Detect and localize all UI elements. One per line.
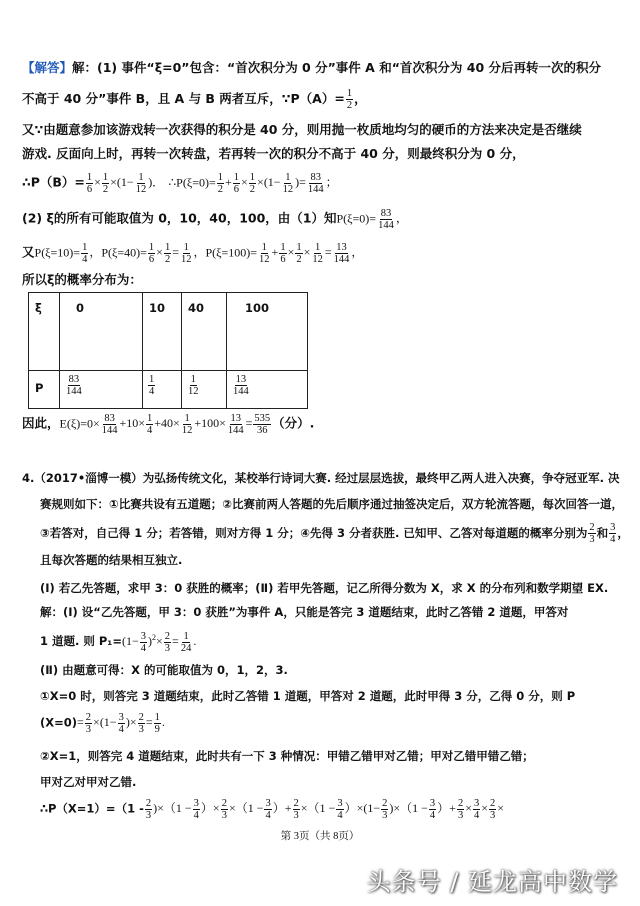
solution-line-5: ∴P（B）= $\frac{1}{6}$ × $\frac{1}{2}$ ×(1− $\frac{1}{12}$ )． ∴P(ξ=0)= $\frac{1}{2}$ + $\frac{1}{6}$ × $\frac{1}{2}$ ×(1− $\frac{1}{12}$ )= $\frac{83}{144}$ ； <box>22 172 338 195</box>
table-cell: $\frac{13}{144}$ <box>227 371 308 409</box>
solution-line-8: 所以ξ的概率分布为： <box>22 272 142 287</box>
question-4-line-12: 甲对乙对甲对乙错. <box>40 775 137 789</box>
table-cell: 0 <box>60 293 143 371</box>
table-row <box>29 293 308 371</box>
answer-tag: 【解答】 <box>22 60 73 75</box>
question-4-line-2: 赛规则如下：①比赛共设有五道题；②比赛前两人答题的先后顺序通过抽签决定后，双方轮流答题，每次回答一道， <box>40 497 623 511</box>
question-4-line-4: 且每次答题的结果相互独立. <box>40 553 183 567</box>
solution-expectation: 因此，E(ξ)=0× $\frac{83}{144}$ +10× $\frac{1}{4}$ +40× $\frac{1}{12}$ +100× $\frac{13}{144}$ = $\frac{535}{36}$ （分）. <box>22 413 315 436</box>
table-cell: 10 <box>143 293 182 371</box>
table-cell: $\frac{1}{4}$ <box>143 371 182 409</box>
table-cell: 100 <box>227 293 308 371</box>
question-4-line-9: ①X=0 时，则答完 3 道题结束，此时乙答错 1 道题，甲答对 2 道题，此时甲得 3 分，乙得 0 分，则 P <box>40 689 576 703</box>
question-4-line-6: 解：(Ⅰ) 设“乙先答题，甲 3：0 获胜”为事件 A，只能是答完 3 道题结束，此时乙答错 2 道题，甲答对 <box>40 605 569 619</box>
question-4-line-11: ②X=1，则答完 4 道题结束，此时共有一下 3 种情况：甲错乙错甲对乙错；甲对乙错甲错乙错； <box>40 749 534 763</box>
table-cell: P <box>29 371 60 409</box>
solution-line-7: 又P(ξ=10)= $\frac{1}{4}$ ，P(ξ=40)= $\frac{1}{6}$ × $\frac{1}{2}$ = $\frac{1}{12}$ ，P(ξ=100)= $\frac{1}{12}$ + $\frac{1}{6}$ × $\frac{1}{2}$ × $\frac{1}{12}$ = $\frac{13}{144}$ ， <box>22 242 364 265</box>
question-4-line-1: 4.（2017•淄博一模）为弘扬传统文化，某校举行诗词大赛. 经过层层选拔，最终甲乙两人进入决赛，争夺冠亚军. 决 <box>22 471 620 485</box>
page-footer: 第 3页（共 8页） <box>280 831 360 842</box>
table-row <box>29 371 308 409</box>
solution-line-2: 不高于 40 分”事件 B，且 A 与 B 两者互斥，∵P（A）= $\frac{1}{2}$ ， <box>22 88 367 111</box>
table-cell: $\frac{1}{12}$ <box>182 371 227 409</box>
table-cell: 40 <box>182 293 227 371</box>
solution-line-6: (2) ξ的所有可能取值为 0，10，40，100，由（1）知P(ξ=0)= $\frac{83}{144}$ ， <box>22 208 408 231</box>
table-cell: ξ <box>29 293 60 371</box>
solution-line-4: 游戏. 反面向上时，再转一次转盘，若再转一次的积分不高于 40 分，则最终积分为 0 分， <box>22 146 525 161</box>
table-cell: $\frac{83}{144}$ <box>60 371 143 409</box>
solution-line-1: 【解答】解：(1) 事件“ξ=0”包含：“首次积分为 0 分”事件 A 和“首次积分为 40 分后再转一次的积分 <box>22 60 602 75</box>
question-4-line-3: ③若答对，自己得 1 分；若答错，则对方得 1 分；④先得 3 分者获胜. 已知甲、乙答对每道题的概率分别为 $\frac{2}{3}$ 和 $\frac{3}{4}$ ， <box>40 522 629 545</box>
question-4-line-8: (Ⅱ) 由题意可得：X 的可能取值为 0，1，2，3. <box>40 663 288 677</box>
probability-distribution-table <box>28 292 308 409</box>
question-4-line-13: ∴P（X=1）=（1 - $\frac{2}{3}$ )×（1 − $\frac{3}{4}$ ）× $\frac{2}{3}$ ×（1 − $\frac{3}{4}$ ）+ $\frac{2}{3}$ ×（1 − $\frac{3}{4}$ ）×(1− $\frac{2}{3}$ )×（1 − $\frac{3}{4}$ ）+ $\frac{2}{3}$ × $\frac{3}{4}$ × $\frac{2}{3}$ × <box>40 798 505 821</box>
question-4-line-10: (X=0)= $\frac{2}{3}$ ×(1− $\frac{3}{4}$ )× $\frac{2}{3}$ = $\frac{1}{9}$ . <box>40 712 165 735</box>
question-4-line-7: 1 道题. 则 P₁=(1− $\frac{3}{4}$ )$^2$× $\frac{2}{3}$ = $\frac{1}{24}$ . <box>40 630 197 654</box>
solution-line-3: 又∵由题意参加该游戏转一次获得的积分是 40 分，则用抛一枚质地均匀的硬币的方法来决定是否继续 <box>22 122 582 137</box>
question-4-line-5: (Ⅰ) 若乙先答题，求甲 3：0 获胜的概率；(Ⅱ) 若甲先答题，记乙所得分数为 X，求 X 的分布列和数学期望 EX. <box>40 581 609 595</box>
watermark: 头条号 / 延龙高中数学 <box>366 868 618 896</box>
